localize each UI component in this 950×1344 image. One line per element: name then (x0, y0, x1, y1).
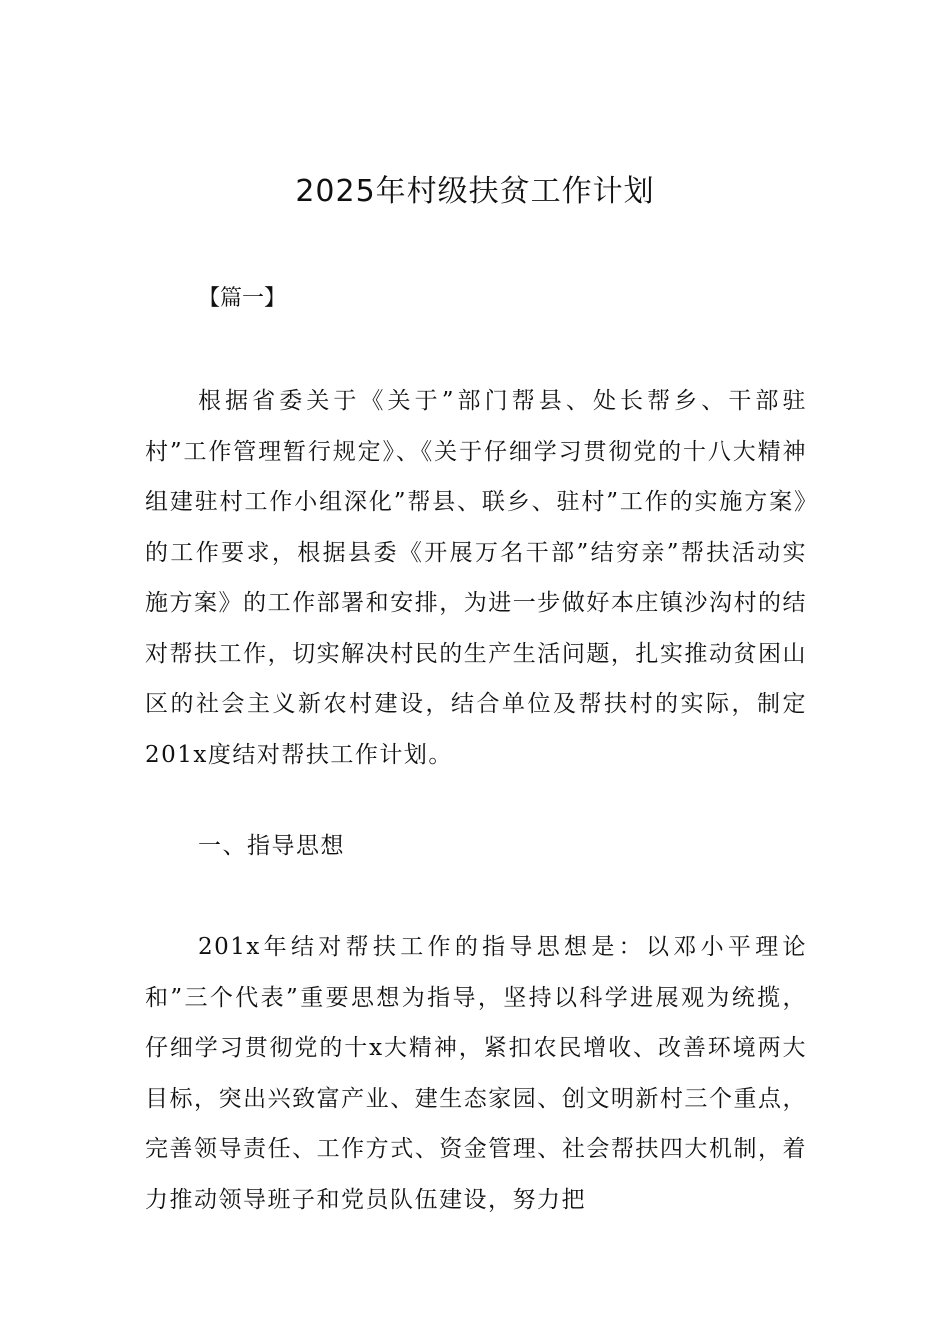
heading-guiding-ideology: 一、指导思想 (198, 833, 345, 859)
document-title: 2025年村级扶贫工作计划 (295, 174, 655, 209)
section-label: 【篇一】 (198, 286, 287, 311)
paragraph-guiding-ideology: 201x年结对帮扶工作的指导思想是：以邓小平理论和”三个代表”重要思想为指导，坚持以科学进展观为统揽，仔细学习贯彻党的十x大精神，紧扣农民增收、改善环境两大目标，突出兴致富产业、建生态家园、创文明新村三个重点，完善领导责任、工作方式、资金管理、社会帮扶四大机制，着力推动领导班子和党员队伍建设，努力把 (145, 934, 807, 1213)
paragraph-intro: 根据省委关于《关于”部门帮县、处长帮乡、干部驻村”工作管理暂行规定》、《关于仔细学习贯彻党的十八大精神组建驻村工作小组深化”帮县、联乡、驻村”工作的实施方案》的工作要求，根据县委《开展万名干部”结穷亲”帮扶活动实施方案》的工作部署和安排，为进一步做好本庄镇沙沟村的结对帮扶工作，切实解决村民的生产生活问题，扎实推动贫困山区的社会主义新农村建设，结合单位及帮扶村的实际，制定201x度结对帮扶工作计划。 (145, 388, 807, 768)
